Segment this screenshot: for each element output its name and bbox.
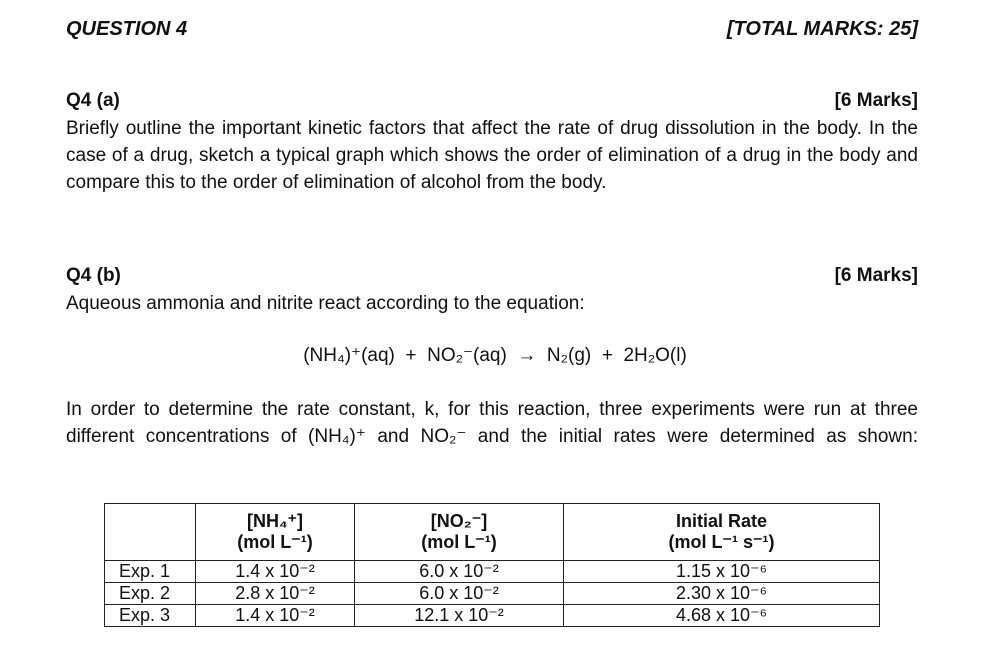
header-line: [NH₄⁺] bbox=[246, 511, 304, 531]
table-cell: Exp. 2 bbox=[105, 583, 196, 605]
table-header-cell bbox=[196, 504, 355, 561]
plus-sign: + bbox=[601, 345, 613, 366]
reaction-equation bbox=[0, 344, 990, 367]
header-line: (mol L⁻¹) bbox=[421, 532, 497, 552]
header-line: (mol L⁻¹ s⁻¹) bbox=[668, 532, 775, 552]
table-cell: Exp. 1 bbox=[105, 561, 196, 583]
reaction-arrow: → bbox=[517, 345, 537, 366]
table-header-cell bbox=[355, 504, 564, 561]
q4a-marks: [6 Marks] bbox=[834, 90, 918, 111]
table-cell: 2.30 x 10⁻⁶ bbox=[564, 583, 880, 605]
q4b-paragraph bbox=[66, 396, 918, 450]
product-nitrogen: N₂(g) bbox=[546, 345, 592, 366]
total-marks: [TOTAL MARKS: 25] bbox=[726, 18, 918, 40]
table-cell: 6.0 x 10⁻² bbox=[355, 561, 564, 583]
header-line: [NO₂⁻] bbox=[430, 511, 488, 531]
q4b-heading bbox=[66, 265, 918, 287]
header-line: Initial Rate bbox=[675, 511, 768, 531]
table-row bbox=[105, 561, 880, 583]
table-header-cell bbox=[105, 504, 196, 561]
table-cell: 1.4 x 10⁻² bbox=[196, 561, 355, 583]
q4b-intro: Aqueous ammonia and nitrite react according to the equation: bbox=[66, 293, 585, 314]
reactant-ammonium: (NH₄)⁺(aq) bbox=[303, 345, 395, 366]
table-cell: Exp. 3 bbox=[105, 605, 196, 627]
q4a-heading bbox=[66, 90, 918, 112]
q4b-label: Q4 (b) bbox=[66, 265, 121, 286]
q4b-marks: [6 Marks] bbox=[834, 265, 918, 286]
question-title: QUESTION 4 bbox=[66, 18, 188, 40]
table-cell: 2.8 x 10⁻² bbox=[196, 583, 355, 605]
table-row bbox=[105, 605, 880, 627]
rate-data-table bbox=[104, 503, 880, 627]
product-water: 2H₂O(l) bbox=[623, 345, 687, 366]
reactant-nitrite: NO₂⁻(aq) bbox=[427, 345, 507, 366]
plus-sign: + bbox=[405, 345, 417, 366]
q4a-text: Briefly outline the important kinetic factors that affect the rate of drug dissolution in the body. In the case of a drug, sketch a typical graph which shows the order of elimination of a drug in the body and compare this to the order of elimination of alcohol from the body. bbox=[66, 118, 918, 193]
table-cell: 6.0 x 10⁻² bbox=[355, 583, 564, 605]
table-row bbox=[105, 583, 880, 605]
q4a-label: Q4 (a) bbox=[66, 90, 120, 111]
table-cell: 4.68 x 10⁻⁶ bbox=[564, 605, 880, 627]
q4b-paragraph-text: In order to determine the rate constant, k, for this reaction, three experiments were run at three different concentrations of (NH₄)⁺ and NO₂⁻ and the initial rates were determined as shown: bbox=[66, 399, 918, 447]
table-header-cell bbox=[564, 504, 880, 561]
table-cell: 1.15 x 10⁻⁶ bbox=[564, 561, 880, 583]
table-cell: 1.4 x 10⁻² bbox=[196, 605, 355, 627]
header-line: (mol L⁻¹) bbox=[237, 532, 313, 552]
table-header-row bbox=[105, 504, 880, 561]
table-cell: 12.1 x 10⁻² bbox=[355, 605, 564, 627]
